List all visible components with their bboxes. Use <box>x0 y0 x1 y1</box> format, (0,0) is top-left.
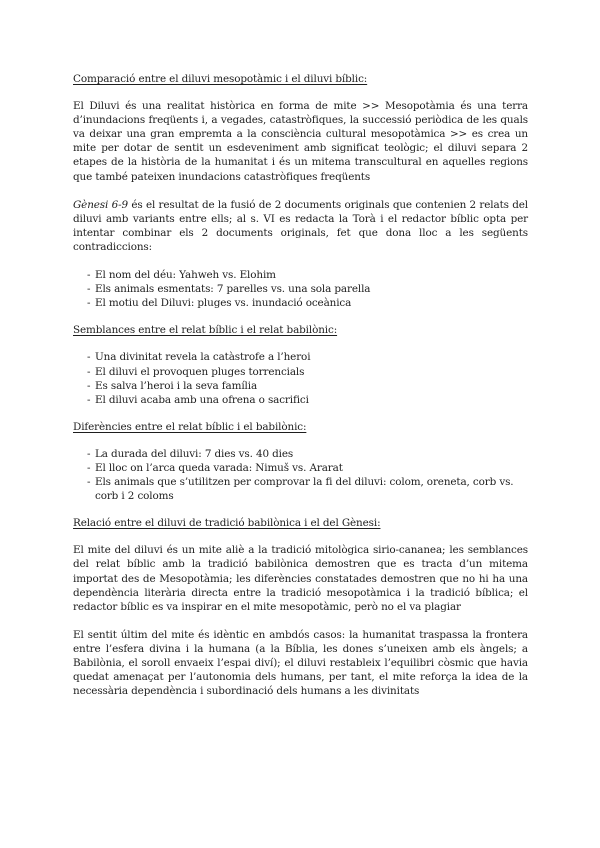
list-item-text: El diluvi acaba amb una ofrena o sacrifici <box>95 393 309 406</box>
list-item <box>73 282 528 296</box>
list-item-text: Els animals esmentats: 7 parelles vs. una sola parella <box>95 283 371 296</box>
paragraph-genesi <box>73 198 528 254</box>
list-item-text: La durada del diluvi: 7 dies vs. 40 dies <box>95 447 294 460</box>
section-heading-similarities: Semblances entre el relat bíblic i el relat babilònic: <box>73 324 338 337</box>
list-item <box>73 350 528 364</box>
genesi-reference: Gènesi 6-9 <box>73 198 128 211</box>
list-item <box>73 475 528 503</box>
dash-marker: - <box>87 393 91 406</box>
similarities-list <box>73 350 528 406</box>
list-item-text: El nom del déu: Yahweh vs. Elohim <box>95 269 276 282</box>
list-item <box>73 268 528 282</box>
list-item-text: Els animals que s’utilitzen per comprovar la fi del diluvi: colom, oreneta, corb vs. corb i 2 coloms <box>95 476 514 503</box>
list-item <box>73 379 528 393</box>
paragraph-sentit-ultim: El sentit últim del mite és idèntic en ambdós casos: la humanitat traspassa la frontera entre l’esfera divina i la humana (a la Bíblia, les dones s’uneixen amb els àngels; a Babilònia, el soroll envaeix l’espai diví); el diluvi restableix l’equilibri còsmic que havia quedat amenaçat per l’autonomia dels humans, per tant, el mite reforça la idea de la necessària dependència i subordinació dels humans a les divinitats <box>73 628 528 698</box>
section-heading-comparison: Comparació entre el diluvi mesopotàmic i el diluvi bíblic: <box>73 73 368 85</box>
list-item-text: Una divinitat revela la catàstrofe a l’heroi <box>95 351 311 364</box>
dash-marker: - <box>87 461 91 474</box>
differences-list <box>73 447 528 503</box>
paragraph-mite-alie: El mite del diluvi és un mite aliè a la tradició mitològica sirio-cananea; les semblances del relat bíblic amb la tradició babilònica demostren que es tracta d’un mitema importat des de Mesopotàmia; les diferències constatades demostren que no hi ha una dependència literària directa entre la tradició mesopotàmica i la tradició bíblica; el redactor bíblic es va inspirar en el mite mesopotàmic, però no el va plagiar <box>73 544 528 613</box>
list-item <box>73 365 528 379</box>
list-item <box>73 296 528 310</box>
dash-marker: - <box>87 447 91 460</box>
list-item <box>73 447 528 461</box>
dash-marker: - <box>87 379 91 392</box>
list-item-text: Es salva l’heroi i la seva família <box>95 379 258 392</box>
list-item-text: El lloc on l’arca queda varada: Nimuš vs. Ararat <box>95 461 343 474</box>
dash-marker: - <box>87 365 91 378</box>
section-heading-relation: Relació entre el diluvi de tradició babilònica i el del Gènesi: <box>73 517 381 530</box>
list-item <box>73 393 528 407</box>
list-item-text: El diluvi el provoquen pluges torrencials <box>95 365 305 378</box>
dash-marker: - <box>87 283 91 296</box>
dash-marker: - <box>87 351 91 364</box>
list-item <box>73 461 528 475</box>
contradictions-list <box>73 268 528 310</box>
dash-marker: - <box>87 297 91 310</box>
paragraph-genesi-text: és el resultat de la fusió de 2 documents originals que contenien 2 relats del diluvi amb variants entre ells; al s. VI es redacta la Torà i el redactor bíblic opta per intentar combinar els 2 documents originals, fet que dona lloc a les següents contradiccions: <box>73 198 528 253</box>
section-heading-differences: Diferències entre el relat bíblic i el babilònic: <box>73 420 307 433</box>
list-item-text: El motiu del Diluvi: pluges vs. inundació oceànica <box>95 297 352 310</box>
dash-marker: - <box>87 476 91 489</box>
paragraph-diluvi-realitat: El Diluvi és una realitat històrica en forma de mite >> Mesopotàmia és una terra d’inundacions freqüents i, a vegades, catastròfiques, la successió periòdica de les quals va deixar una gran empremta a la consciència cultural mesopotàmica >> es crea un mite per dotar de sentit un esdeveniment amb significat teològic; el diluvi separa 2 etapes de la història de la humanitat i és un mitema transcultural en aquelles regions que també pateixen inundacions catastròfiques freqüents <box>73 100 528 183</box>
dash-marker: - <box>87 269 91 282</box>
